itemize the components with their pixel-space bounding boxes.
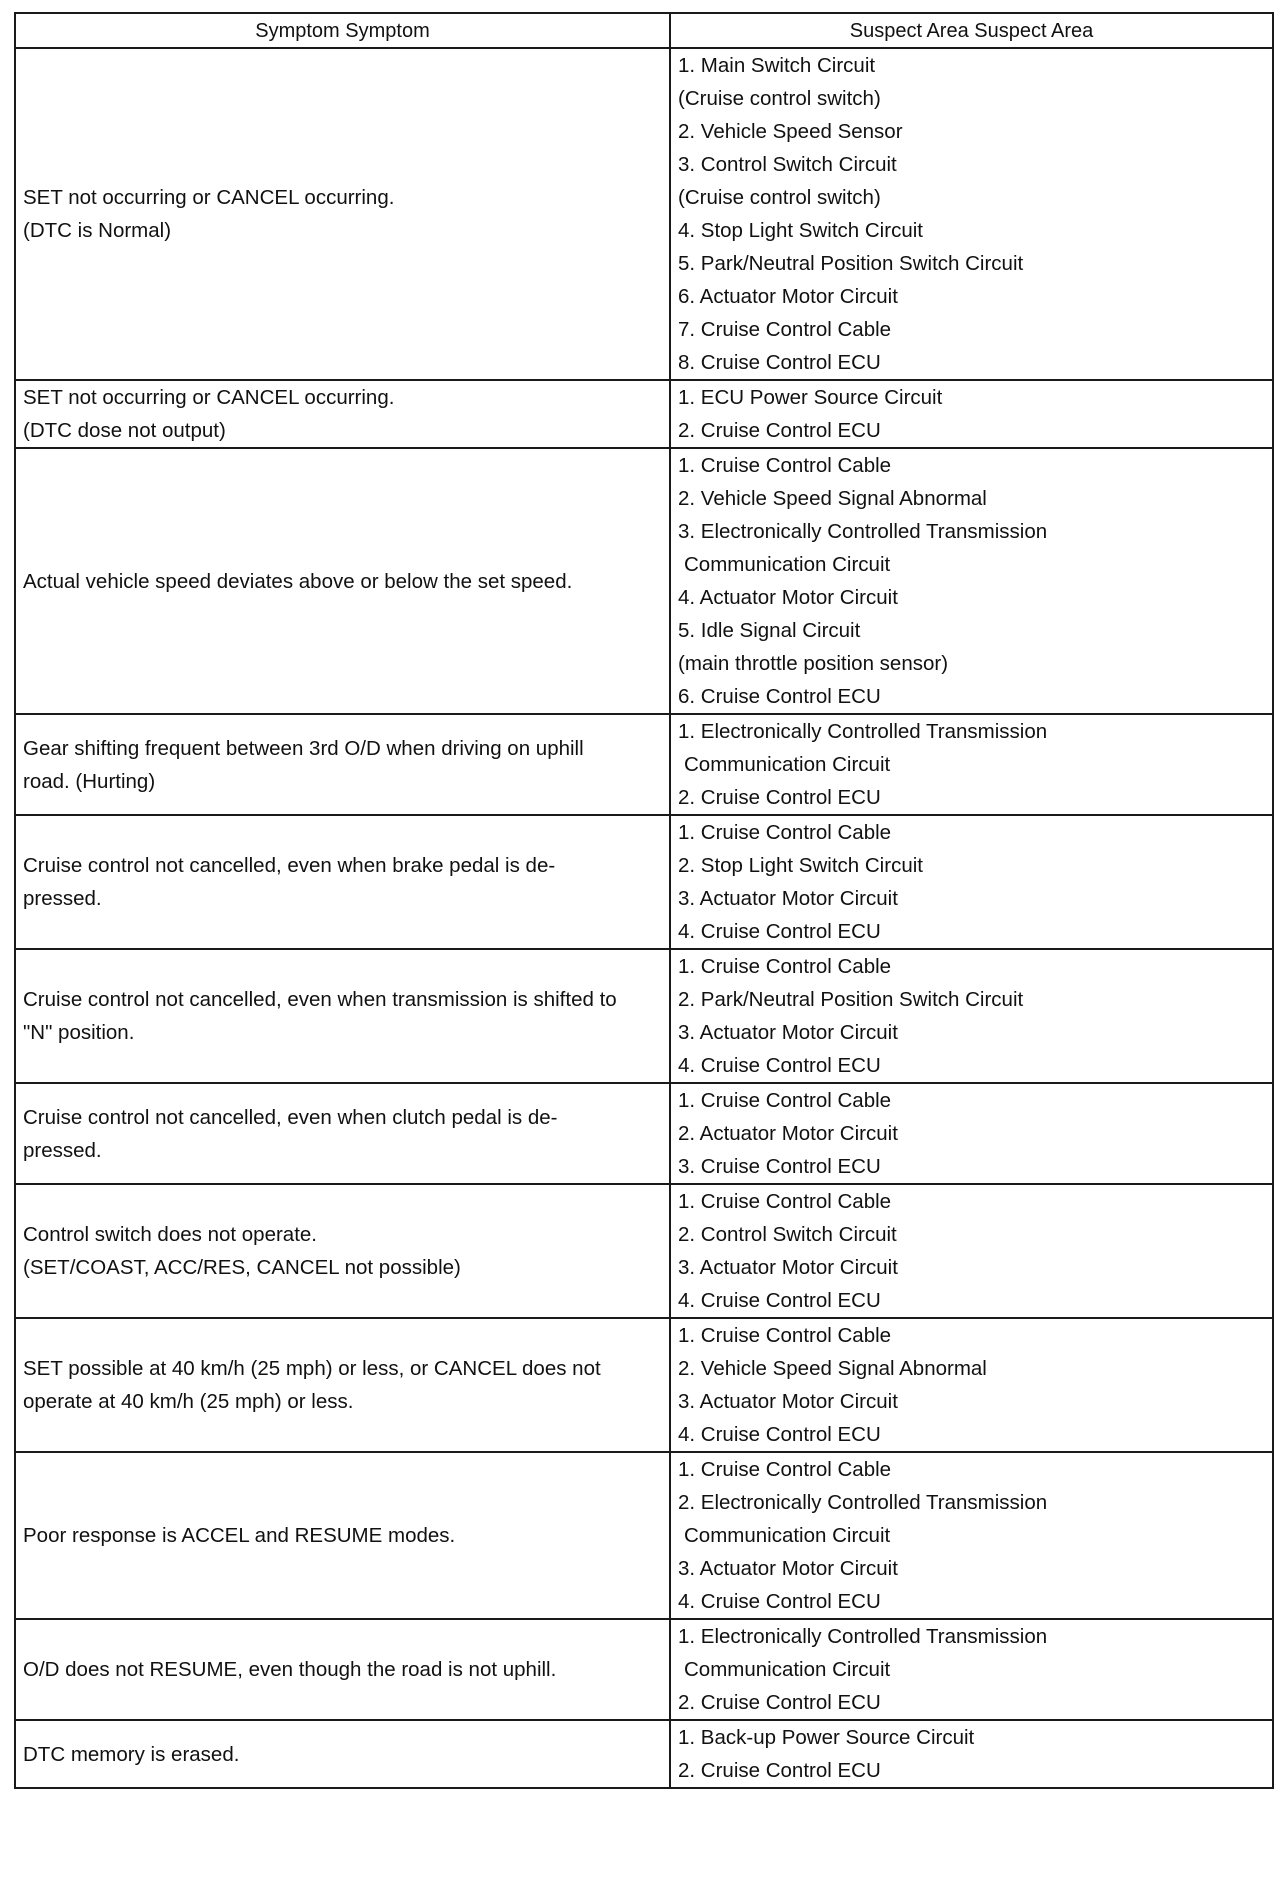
- table-row: [15, 1720, 1273, 1788]
- suspect-area-cell: [670, 1619, 1273, 1720]
- troubleshooting-document: [14, 12, 1272, 1789]
- table-row: [15, 949, 1273, 1083]
- table-row: [15, 1083, 1273, 1184]
- suspect-area-item: 1. Cruise Control Cable: [678, 821, 892, 844]
- suspect-area-item: Communication Circuit: [684, 553, 891, 576]
- suspect-area-item: Communication Circuit: [684, 1524, 891, 1547]
- symptom-line: Cruise control not cancelled, even when brake pedal is de-: [23, 854, 556, 877]
- symptom-line: (SET/COAST, ACC/RES, CANCEL not possible): [23, 1256, 461, 1279]
- suspect-area-cell: [670, 1452, 1273, 1619]
- suspect-area-item: Communication Circuit: [684, 1658, 891, 1681]
- symptom-table: [14, 12, 1274, 1789]
- suspect-area-item: (Cruise control switch): [678, 87, 881, 110]
- suspect-area-item: 4. Cruise Control ECU: [678, 920, 881, 943]
- symptom-line: O/D does not RESUME, even though the road is not uphill.: [23, 1658, 557, 1681]
- symptom-column-header: Symptom Symptom: [15, 13, 670, 48]
- suspect-area-item: 5. Idle Signal Circuit: [678, 619, 861, 642]
- symptom-line: Gear shifting frequent between 3rd O/D when driving on uphill: [23, 736, 584, 760]
- symptom-line: Control switch does not operate.: [23, 1223, 317, 1246]
- symptom-line: Cruise control not cancelled, even when clutch pedal is de-: [23, 1105, 558, 1129]
- table-row: [15, 714, 1273, 815]
- suspect-area-item: 2. Park/Neutral Position Switch Circuit: [678, 988, 1024, 1011]
- suspect-area-item: 1. Electronically Controlled Transmission: [678, 1625, 1048, 1648]
- suspect-area-item: 2. Cruise Control ECU: [678, 786, 881, 809]
- suspect-area-item: (main throttle position sensor): [678, 652, 949, 675]
- table-row: [15, 1452, 1273, 1619]
- table-row: [15, 1619, 1273, 1720]
- suspect-area-cell: [670, 1083, 1273, 1184]
- suspect-area-item: 2. Vehicle Speed Sensor: [678, 120, 903, 143]
- suspect-area-cell: [670, 48, 1273, 380]
- suspect-area-item: 5. Park/Neutral Position Switch Circuit: [678, 252, 1024, 275]
- symptom-line: DTC memory is erased.: [23, 1742, 240, 1766]
- symptom-line: Actual vehicle speed deviates above or below the set speed.: [23, 569, 573, 593]
- suspect-area-item: 1. Cruise Control Cable: [678, 1458, 892, 1481]
- suspect-area-item: 1. ECU Power Source Circuit: [678, 386, 943, 409]
- suspect-area-cell: [670, 1184, 1273, 1318]
- suspect-area-item: 3. Electronically Controlled Transmission: [678, 520, 1048, 543]
- suspect-area-item: 1. Back-up Power Source Circuit: [678, 1726, 975, 1749]
- suspect-area-item: 8. Cruise Control ECU: [678, 351, 881, 374]
- table-row: [15, 1184, 1273, 1318]
- table-row: [15, 48, 1273, 380]
- symptom-cell: [15, 1083, 670, 1184]
- symptom-cell: [15, 1184, 670, 1318]
- suspect-area-item: 1. Cruise Control Cable: [678, 955, 892, 978]
- suspect-area-cell: [670, 448, 1273, 714]
- symptom-line: SET not occurring or CANCEL occurring.: [23, 386, 395, 409]
- suspect-area-item: 4. Cruise Control ECU: [678, 1590, 881, 1613]
- symptom-line: Cruise control not cancelled, even when transmission is shifted to: [23, 988, 617, 1011]
- symptom-cell: [15, 815, 670, 949]
- suspect-area-item: 1. Cruise Control Cable: [678, 1324, 892, 1347]
- symptom-line: SET possible at 40 km/h (25 mph) or less, or CANCEL does not: [23, 1357, 601, 1380]
- suspect-area-cell: [670, 1720, 1273, 1788]
- suspect-area-item: 3. Actuator Motor Circuit: [678, 1256, 898, 1279]
- suspect-area-item: 1. Electronically Controlled Transmission: [678, 720, 1048, 743]
- suspect-area-item: 3. Actuator Motor Circuit: [678, 887, 898, 910]
- symptom-line: pressed.: [23, 1138, 102, 1162]
- table-row: [15, 1318, 1273, 1452]
- suspect-area-column-header: Suspect Area Suspect Area: [670, 13, 1273, 48]
- suspect-area-cell: [670, 1318, 1273, 1452]
- suspect-area-item: 4. Cruise Control ECU: [678, 1054, 881, 1077]
- suspect-area-item: 6. Cruise Control ECU: [678, 685, 881, 708]
- table-row: [15, 448, 1273, 714]
- table-body: [15, 48, 1273, 1788]
- suspect-area-cell: [670, 714, 1273, 815]
- suspect-area-cell: [670, 815, 1273, 949]
- symptom-cell: [15, 949, 670, 1083]
- suspect-area-item: 2. Cruise Control ECU: [678, 1691, 881, 1714]
- table-header: [15, 13, 1273, 48]
- symptom-cell: [15, 380, 670, 448]
- symptom-line: (DTC dose not output): [23, 419, 226, 442]
- symptom-line: Poor response is ACCEL and RESUME modes.: [23, 1524, 456, 1547]
- suspect-area-item: 6. Actuator Motor Circuit: [678, 285, 898, 308]
- suspect-area-item: 3. Cruise Control ECU: [678, 1155, 881, 1178]
- suspect-area-item: (Cruise control switch): [678, 186, 881, 209]
- header-row: [15, 13, 1273, 48]
- suspect-area-item: 1. Cruise Control Cable: [678, 1089, 892, 1112]
- symptom-line: SET not occurring or CANCEL occurring.: [23, 186, 395, 209]
- suspect-area-item: 4. Cruise Control ECU: [678, 1423, 881, 1446]
- symptom-line: (DTC is Normal): [23, 219, 172, 242]
- symptom-cell: [15, 714, 670, 815]
- symptom-line: operate at 40 km/h (25 mph) or less.: [23, 1390, 354, 1413]
- suspect-area-item: 3. Actuator Motor Circuit: [678, 1021, 898, 1044]
- suspect-area-cell: [670, 949, 1273, 1083]
- suspect-area-item: 3. Control Switch Circuit: [678, 153, 897, 176]
- symptom-cell: [15, 48, 670, 380]
- suspect-area-item: 3. Actuator Motor Circuit: [678, 1390, 898, 1413]
- suspect-area-item: 2. Electronically Controlled Transmission: [678, 1491, 1048, 1514]
- suspect-area-item: 4. Actuator Motor Circuit: [678, 586, 898, 609]
- suspect-area-item: 7. Cruise Control Cable: [678, 318, 892, 341]
- suspect-area-item: 1. Cruise Control Cable: [678, 1190, 892, 1213]
- suspect-area-item: 2. Stop Light Switch Circuit: [678, 854, 923, 877]
- symptom-line: "N" position.: [23, 1021, 135, 1044]
- suspect-area-item: 2. Vehicle Speed Signal Abnormal: [678, 1357, 987, 1380]
- suspect-area-item: 2. Control Switch Circuit: [678, 1223, 897, 1246]
- symptom-cell: [15, 1452, 670, 1619]
- symptom-cell: [15, 1720, 670, 1788]
- suspect-area-item: Communication Circuit: [684, 753, 891, 776]
- suspect-area-item: 2. Vehicle Speed Signal Abnormal: [678, 487, 987, 510]
- table-row: [15, 815, 1273, 949]
- symptom-line: pressed.: [23, 887, 102, 910]
- symptom-cell: [15, 1619, 670, 1720]
- suspect-area-item: 1. Main Switch Circuit: [678, 54, 876, 77]
- suspect-area-item: 4. Stop Light Switch Circuit: [678, 219, 923, 242]
- suspect-area-item: 1. Cruise Control Cable: [678, 454, 892, 477]
- symptom-line: road. (Hurting): [23, 769, 156, 793]
- suspect-area-item: 2. Cruise Control ECU: [678, 419, 881, 442]
- suspect-area-item: 2. Cruise Control ECU: [678, 1759, 881, 1782]
- suspect-area-item: 2. Actuator Motor Circuit: [678, 1122, 898, 1145]
- symptom-cell: [15, 1318, 670, 1452]
- suspect-area-item: 3. Actuator Motor Circuit: [678, 1557, 898, 1580]
- table-row: [15, 380, 1273, 448]
- symptom-cell: [15, 448, 670, 714]
- suspect-area-item: 4. Cruise Control ECU: [678, 1289, 881, 1312]
- suspect-area-cell: [670, 380, 1273, 448]
